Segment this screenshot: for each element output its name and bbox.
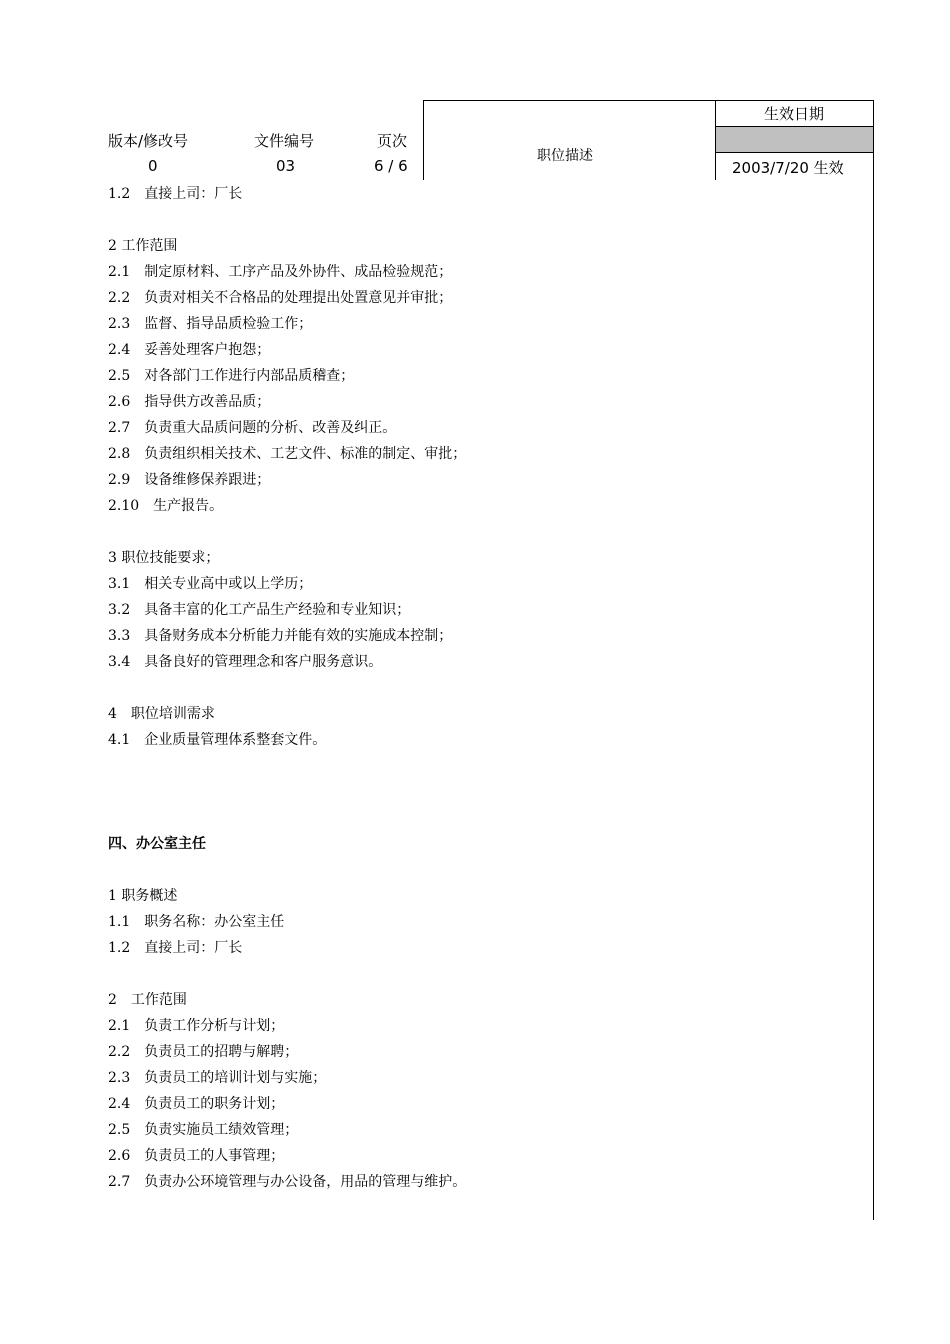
list-item: 2.2 负责员工的招聘与解聘；	[108, 1044, 299, 1060]
section-title: 2 工作范围	[108, 992, 187, 1008]
list-item: 2.3 负责员工的培训计划与实施；	[108, 1070, 327, 1086]
list-item: 2.7 负责办公环境管理与办公设备，用品的管理与维护。	[108, 1174, 467, 1190]
list-item: 1.2 直接上司：厂长	[108, 186, 243, 202]
list-item: 2.1 制定原材料、工序产品及外协件、成品检验规范；	[108, 264, 453, 280]
header-left-border	[423, 100, 424, 180]
list-item: 2.8 负责组织相关技术、工艺文件、标准的制定、审批；	[108, 446, 467, 462]
page-label: 页次	[377, 132, 408, 150]
list-item: 2.7 负责重大品质问题的分析、改善及纠正。	[108, 420, 397, 436]
list-item: 2.5 负责实施员工绩效管理；	[108, 1122, 299, 1138]
effective-date-value: 2003/7/20 生效	[732, 159, 844, 177]
effective-date-label: 生效日期	[764, 105, 825, 123]
page-right-border	[873, 100, 874, 1220]
header-top-border	[423, 100, 874, 101]
version-label: 版本/修改号	[108, 132, 189, 150]
doc-title: 职位描述	[537, 148, 593, 164]
list-item: 2.1 负责工作分析与计划；	[108, 1018, 285, 1034]
section-title: 2 工作范围	[108, 238, 178, 254]
doc-no-label: 文件编号	[254, 132, 315, 150]
list-item: 3.3 具备财务成本分析能力并能有效的实施成本控制；	[108, 628, 453, 644]
doc-no-value: 03	[276, 157, 296, 175]
section-title: 3 职位技能要求；	[108, 550, 220, 566]
section-title: 1 职务概述	[108, 888, 178, 904]
list-item: 1.2 直接上司：厂长	[108, 940, 243, 956]
list-item: 1.1 职务名称：办公室主任	[108, 914, 285, 930]
list-item: 2.4 妥善处理客户抱怨；	[108, 342, 271, 358]
document-body	[108, 181, 848, 1195]
list-item: 2.10 生产报告。	[108, 498, 224, 514]
gray-band	[716, 127, 873, 152]
list-item: 2.5 对各部门工作进行内部品质稽查；	[108, 368, 355, 384]
list-item: 2.6 负责员工的人事管理；	[108, 1148, 285, 1164]
gray-band-bottom	[716, 152, 873, 153]
version-value: 0	[148, 157, 158, 175]
page-value: 6 / 6	[374, 157, 408, 175]
list-item: 3.4 具备良好的管理理念和客户服务意识。	[108, 654, 383, 670]
list-item: 2.6 指导供方改善品质；	[108, 394, 271, 410]
list-item: 2.9 设备维修保养跟进；	[108, 472, 271, 488]
list-item: 3.2 具备丰富的化工产品生产经验和专业知识；	[108, 602, 411, 618]
section-heading: 四、办公室主任	[108, 836, 206, 852]
list-item: 3.1 相关专业高中或以上学历；	[108, 576, 313, 592]
list-item: 2.4 负责员工的职务计划；	[108, 1096, 285, 1112]
list-item: 4.1 企业质量管理体系整套文件。	[108, 732, 327, 748]
section-title: 4 职位培训需求	[108, 706, 215, 722]
list-item: 2.2 负责对相关不合格品的处理提出处置意见并审批；	[108, 290, 453, 306]
list-item: 2.3 监督、指导品质检验工作；	[108, 316, 313, 332]
